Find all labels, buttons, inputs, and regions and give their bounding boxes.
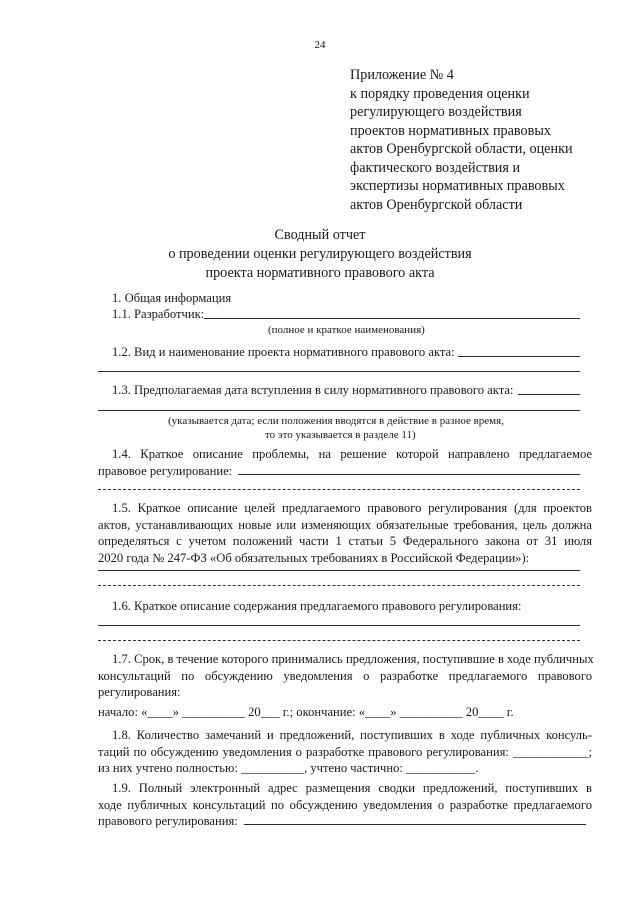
developer-label: 1.1. Разработчик: (112, 307, 205, 321)
appendix-line: экспертизы нормативных правовых (350, 178, 565, 194)
section-1-9-line-1: 1.9. Полный электронный адрес размещения сводки предложений, поступивших в (112, 781, 592, 795)
effective-date-hint-1: (указывается дата; если положения вводятся в действие в разное время, (168, 415, 504, 427)
section-1-5-line-4: 2020 года № 247-ФЗ «Об обязательных требованиях в Российской Федерации»): (98, 550, 530, 565)
project-type-label: 1.2. Вид и наименование проекта нормативного правового акта: (112, 345, 455, 359)
section-1-5-line-1: 1.5. Краткое описание целей предлагаемого правового регулирования (для проектов (112, 501, 592, 515)
section-1-9-line-2: ходе публичных консультаций по обсуждению уведомления о разработке предлагаемого (98, 797, 592, 812)
appendix-line: Приложение № 4 (350, 67, 454, 83)
project-type-field-line[interactable] (458, 356, 580, 357)
developer-hint: (полное и краткое наименования) (268, 324, 425, 336)
section-1-4-line-2: правовое регулирование: (98, 463, 233, 478)
section-1-7-line-3: регулирования: (98, 685, 181, 699)
section-1-5-line-3: определяться с учетом положений части 1 статьи 5 Федерального закона от 31 июля (98, 534, 592, 548)
report-title (0, 226, 640, 283)
page-number: 24 (314, 39, 326, 51)
section-1-8-line-3: из них учтено полностью: __________, учтено частично: ___________. (98, 761, 479, 775)
section-1-4-line-1: 1.4. Краткое описание проблемы, на решение которой направлено предлагаемое (112, 447, 592, 461)
appendix-line: к порядку проведения оценки (350, 85, 530, 102)
appendix-line: регулирующего воздействия (350, 104, 522, 120)
section-1-8 (98, 727, 592, 777)
problem-field-line[interactable] (238, 474, 580, 475)
appendix-line: проектов нормативных правовых (350, 122, 551, 139)
effective-date-field-line[interactable] (518, 394, 580, 395)
section-1-heading: 1. Общая информация (112, 291, 232, 305)
appendix-line: актов Оренбургской области (350, 196, 523, 213)
content-field-line-1[interactable] (98, 625, 580, 626)
section-1-9-line-3: правового регулирования: (98, 814, 238, 828)
section-1-7-line-1: 1.7. Срок, в течение которого принимались предложения, поступившие в ходе публичных (112, 652, 594, 666)
section-1-5 (98, 500, 592, 566)
title-line-2: о проведении оценки регулирующего воздействия (168, 246, 472, 262)
content-field-line-2[interactable] (98, 640, 580, 641)
appendix-line: актов Оренбургской области, оценки (350, 141, 573, 157)
effective-date-field-line-2[interactable] (98, 410, 580, 411)
section-1-9 (98, 780, 592, 830)
section-1-6: 1.6. Краткое описание содержания предлагаемого правового регулирования: (112, 599, 522, 613)
goals-field-line-2[interactable] (98, 585, 580, 586)
consultation-dates[interactable]: начало: «____» __________ 20___ г.; окончание: «____» __________ 20____ г. (98, 705, 514, 719)
title-line-3: проекта нормативного правового акта (205, 265, 435, 281)
section-1-7 (98, 651, 592, 701)
effective-date-hint-2: то это указывается в разделе 11) (265, 429, 416, 441)
goals-field-line-1[interactable] (98, 570, 580, 571)
section-1-8-line-1: 1.8. Количество замечаний и предложений, поступивших в ходе публичных консуль- (112, 728, 592, 742)
effective-date-label: 1.3. Предполагаемая дата вступления в силу нормативного правового акта: (112, 383, 514, 397)
developer-field-line[interactable] (204, 318, 580, 319)
project-type-field-line-2[interactable] (98, 371, 580, 372)
section-1-7-line-2: консультаций по обсуждению уведомления о разработке предлагаемого правового (98, 668, 592, 683)
section-1-8-line-2: таций по обсуждению уведомления о разработке правового регулирования: ____________; (98, 744, 592, 759)
appendix-header (350, 66, 610, 214)
summary-address-field-line[interactable] (244, 824, 586, 825)
appendix-line: фактического воздействия и (350, 159, 521, 176)
title-line-1: Сводный отчет (274, 227, 366, 243)
section-1-5-line-2: актов, устанавливающих новые или изменяющих обязательные требования, цель должна (98, 517, 592, 532)
problem-field-line-2[interactable] (98, 489, 580, 490)
